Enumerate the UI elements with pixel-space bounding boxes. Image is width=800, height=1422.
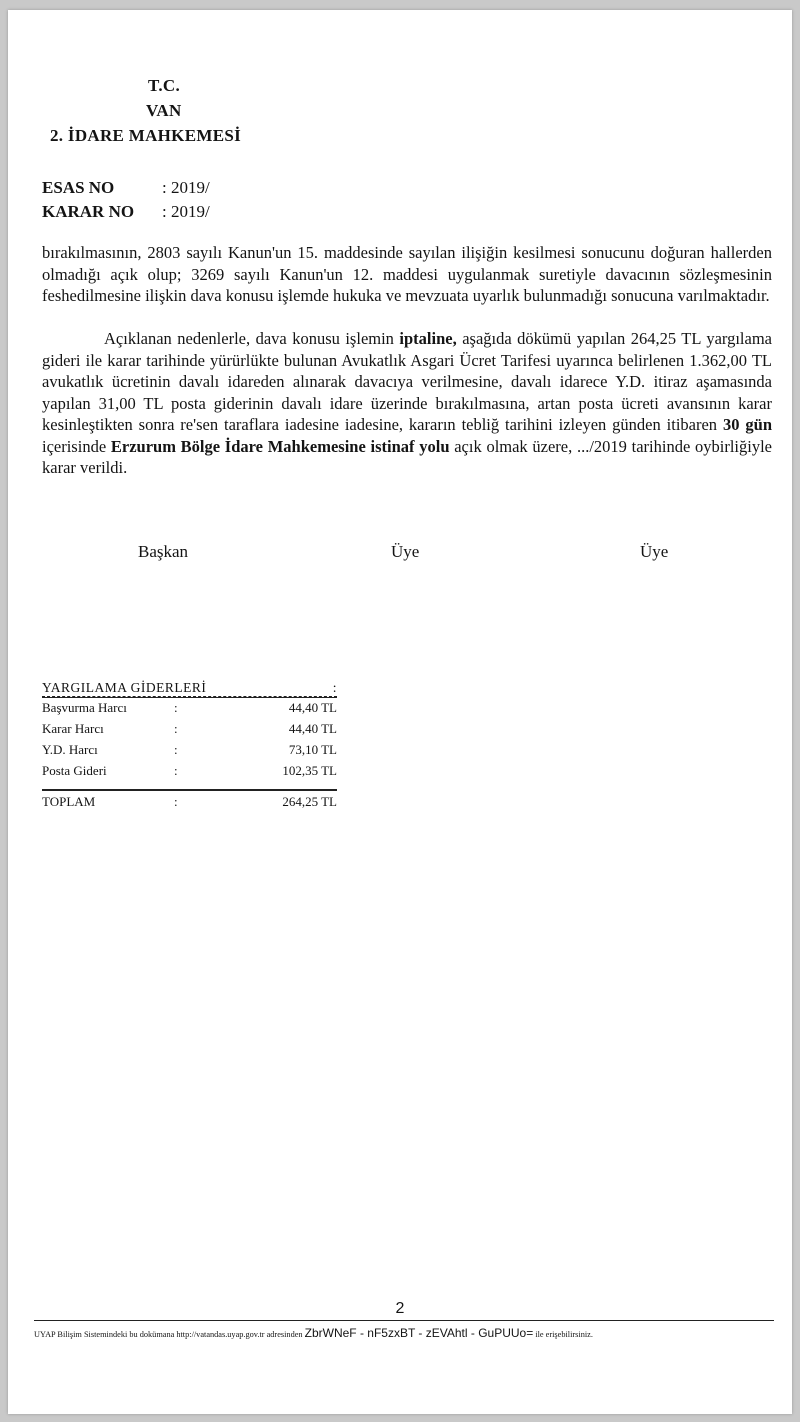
- cost-amount: 44,40 TL: [288, 700, 337, 715]
- ruling-30-gun: 30 gün: [722, 415, 773, 434]
- cost-colon: :: [174, 763, 178, 778]
- ruling-istinaf: Erzurum Bölge İdare Mahkemesine istinaf yolu: [110, 436, 450, 456]
- cost-amount: 44,40 TL: [288, 721, 337, 736]
- signature-member-1: Üye: [391, 542, 420, 561]
- ruling-iptal: iptaline,: [399, 329, 457, 348]
- document-page: [8, 10, 792, 1414]
- page-number: 2: [395, 1300, 405, 1317]
- esas-no-label: ESAS NO: [42, 178, 115, 197]
- karar-no-value: : 2019/: [162, 202, 210, 221]
- costs-title-colon: :: [332, 680, 337, 695]
- cost-amount: 73,10 TL: [288, 742, 337, 757]
- cost-row: [42, 739, 337, 760]
- header-court: 2. İDARE MAHKEMESİ: [50, 126, 241, 145]
- cost-label: Y.D. Harcı: [42, 742, 98, 757]
- karar-no-line: [42, 202, 210, 222]
- total-amount: 264,25 TL: [282, 794, 337, 809]
- paragraph-ruling: [42, 328, 772, 479]
- signature-member-2: Üye: [640, 542, 669, 561]
- cost-colon: :: [174, 700, 178, 715]
- paragraph-reasoning: bırakılmasının, 2803 sayılı Kanun'un 15. maddesinde sayılan ilişiğin kesilmesi sonucunu doğuran hallerden olmadığı açık olup; 3269 sayılı Kanun'un 12. maddesi uygulanmak suretiyle davacının sözleşmesinin feshedilmesine ilişkin dava konusu işlemde hukuka ve mevzuata uyarlık bulunmadığı sonucuna varılmaktadır.: [42, 243, 772, 305]
- karar-no-label: KARAR NO: [42, 202, 135, 221]
- ruling-text-1: Açıklanan nedenlerle, dava konusu işlemin: [104, 329, 400, 348]
- costs-title: YARGILAMA GİDERLERİ: [42, 680, 207, 695]
- ruling-text-4: açık olmak üzere, .../2019 tarihinde oybirliğiyle karar verildi.: [42, 436, 773, 477]
- header-tc: T.C.: [148, 76, 181, 95]
- esas-no-value: : 2019/: [162, 178, 210, 197]
- cost-colon: :: [174, 721, 178, 736]
- cost-total-row: [42, 791, 337, 812]
- footer-text-before: UYAP Bilişim Sistemindeki bu dokümana http://vatandas.uyap.gov.tr adresinden: [34, 1330, 303, 1339]
- cost-row: [42, 697, 337, 718]
- cost-label: Başvurma Harcı: [42, 700, 127, 715]
- esas-no-line: [42, 178, 210, 198]
- header-city: VAN: [146, 101, 182, 120]
- total-colon: :: [174, 794, 178, 809]
- costs-table: [42, 680, 337, 812]
- footer-access-code: ZbrWNeF - nF5zxBT - zEVAhtl - GuPUUo=: [304, 1326, 534, 1340]
- costs-title-row: [42, 680, 337, 697]
- ruling-text-2: aşağıda dökümü yapılan 264,25 TL yargılama gideri ile karar tarihinde yürürlükte bulunan Avukatlık Asgari Ücret Tarifesi uyarınca belirlenen 1.362,00 TL avukatlık ücretinin davalı idareden alınarak davacıya verilmesine, davalı idarece Y.D. itiraz aşamasında yapılan 31,00 TL posta giderinin davalı idare üzerinde bırakılmasına, artan posta ücreti avansının karar kesinleştikten sonra re'sen taraflara iadesine iadesine, kararın tebliğ tarihini izleyen günden itibaren: [42, 329, 772, 434]
- footer-text-after: ile erişebilirsiniz.: [535, 1330, 593, 1339]
- ruling-text-3: içerisinde: [42, 436, 111, 456]
- cost-label: Posta Gideri: [42, 763, 107, 778]
- uyap-footer: [34, 1320, 774, 1340]
- cost-label: Karar Harcı: [42, 721, 104, 736]
- signature-chair: Başkan: [138, 542, 189, 561]
- cost-row: [42, 760, 337, 781]
- cost-row: [42, 718, 337, 739]
- cost-colon: :: [174, 742, 178, 757]
- total-label: TOPLAM: [42, 794, 96, 809]
- cost-amount: 102,35 TL: [282, 763, 337, 778]
